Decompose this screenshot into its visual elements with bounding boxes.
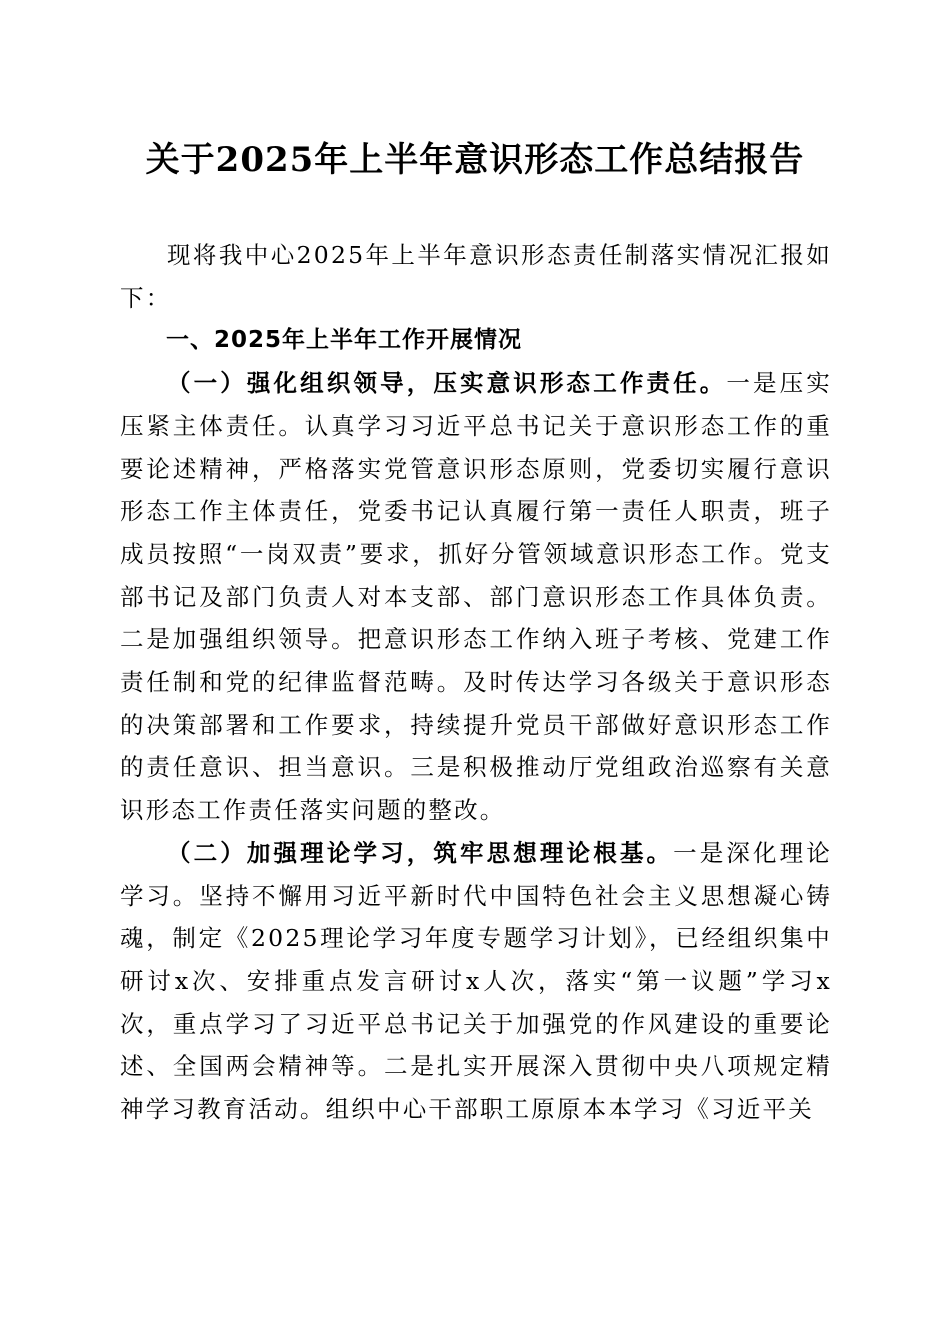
paragraph-1-text: 一是压实压紧主体责任。认真学习习近平总书记关于意识形态工作的重要论述精神，严格落实党管意识形态原则，党委切实履行意识形态工作主体责任，党委书记认真履行第一责任人职责，班子成员按照“一岗双责”要求，抓好分管领域意识形态工作。党支部书记及部门负责人对本支部、部门意识形态工作具体负责。二是加强组织领导。把意识形态工作纳入班子考核、党建工作责任制和党的纪律监督范畴。及时传达学习各级关于意识形态的决策部署和工作要求，持续提升党员干部做好意识形态工作的责任意识、担当意识。三是积极推动厅党组政治巡察有关意识形态工作责任落实问题的整改。 — [120, 369, 832, 825]
paragraph-1-lead: （一）强化组织领导，压实意识形态工作责任。 — [167, 369, 727, 398]
paragraph-2-lead: （二）加强理论学习，筑牢思想理论根基。 — [167, 838, 674, 867]
section-heading: 一、2025年上半年工作开展情况 — [166, 327, 523, 354]
document-body — [120, 234, 832, 1131]
paragraph-2-text: 一是深化理论学习。坚持不懈用习近平新时代中国特色社会主义思想凝心铸魂，制定《2025理论学习年度专题学习计划》，已经组织集中研讨x次、安排重点发言研讨x人次，落实“第一议题”学习x次，重点学习了习近平总书记关于加强党的作风建设的重要论述、全国两会精神等。二是扎实开展深入贯彻中央八项规定精神学习教育活动。组织中心干部职工原原本本学习《习近平关 — [120, 838, 832, 1124]
intro-paragraph: 现将我中心2025年上半年意识形态责任制落实情况汇报如下： — [120, 241, 832, 312]
paragraph-2 — [120, 832, 832, 1131]
document-title: 关于2025年上半年意识形态工作总结报告 — [145, 140, 805, 180]
paragraph-1 — [120, 362, 832, 832]
